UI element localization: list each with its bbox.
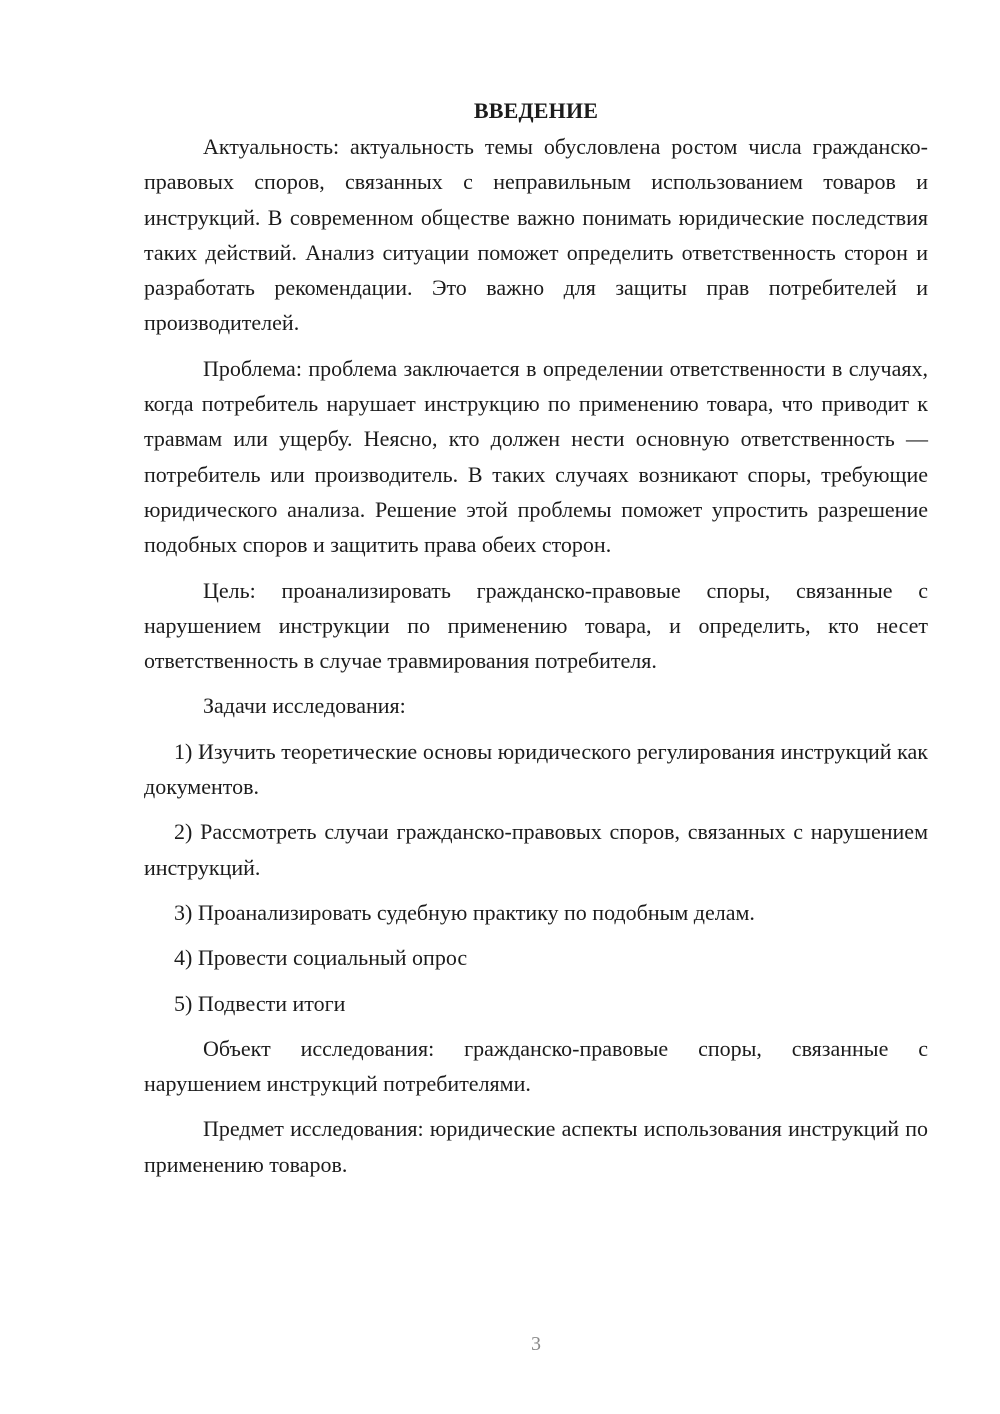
document-page bbox=[144, 94, 928, 1182]
problem-paragraph: Проблема: проблема заключается в определении ответственности в случаях, когда потребитель нарушает инструкцию по применению товара, что приводит к травмам или ущербу. Неясно, кто должен нести основную ответственность — потребитель или производитель. В таких случаях возникают споры, требующие юридического анализа. Решение этой проблемы поможет упростить разрешение подобных споров и защитить права обеих сторон. bbox=[144, 355, 928, 558]
tasks-heading: Задачи исследования: bbox=[203, 693, 406, 719]
object-paragraph: Объект исследования: гражданско-правовые споры, связанные с нарушением инструкций потребителями. bbox=[144, 1035, 928, 1097]
task-item-4: 4) Провести социальный опрос bbox=[174, 945, 468, 971]
task-item-1: 1) Изучить теоретические основы юридического регулирования инструкций как документов. bbox=[144, 738, 928, 800]
task-item-2: 2) Рассмотреть случаи гражданско-правовых споров, связанных с нарушением инструкций. bbox=[144, 819, 928, 880]
goal-paragraph: Цель: проанализировать гражданско-правовые споры, связанные с нарушением инструкции по применению товара, и определить, кто несет ответственность в случае травмирования потребителя. bbox=[144, 577, 928, 674]
page-number: 3 bbox=[531, 1333, 541, 1355]
relevance-paragraph: Актуальность: актуальность темы обусловлена ростом числа гражданско-правовых споров, связанных с неправильным использованием товаров и инструкций. В современном обществе важно понимать юридические последствия таких действий. Анализ ситуации поможет определить ответственность сторон и разработать рекомендации. Это важно для защиты прав потребителей и производителей. bbox=[144, 134, 928, 336]
task-item-3: 3) Проанализировать судебную практику по подобным делам. bbox=[174, 899, 755, 925]
task-item-5: 5) Подвести итоги bbox=[174, 990, 346, 1016]
subject-paragraph: Предмет исследования: юридические аспекты использования инструкций по применению товаров. bbox=[144, 1116, 928, 1177]
section-title: ВВЕДЕНИЕ bbox=[473, 98, 599, 123]
